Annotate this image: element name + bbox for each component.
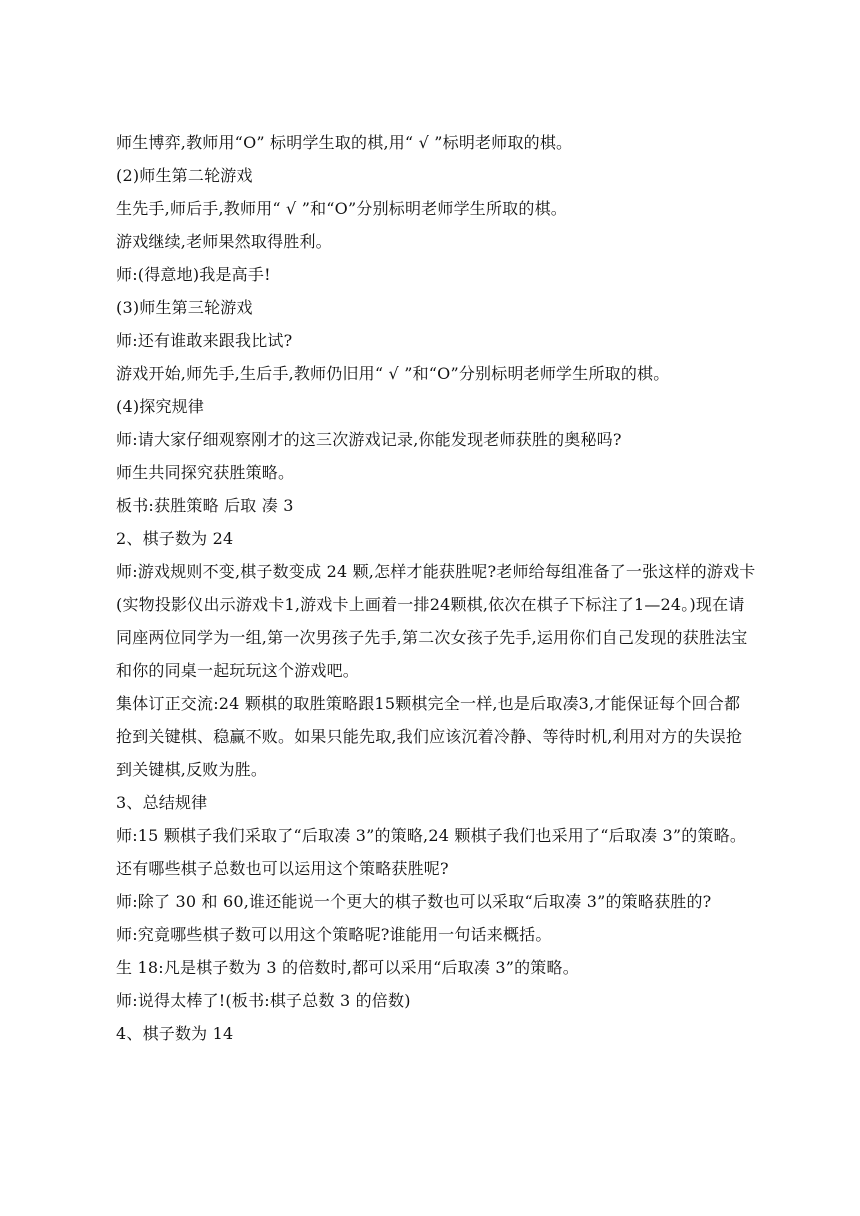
paragraph-19: 师:究竟哪些棋子数可以用这个策略呢?谁能用一句话来概括。: [116, 925, 552, 944]
paragraph-3: 生先手,师后手,教师用“ √ ”和“O”分别标明老师学生所取的棋。: [116, 199, 567, 218]
paragraph-22: 4、棋子数为 14: [116, 1024, 234, 1043]
paragraph-20: 生 18:凡是棋子数为 3 的倍数时,都可以采用“后取凑 3”的策略。: [116, 958, 579, 977]
document-body: [116, 126, 756, 1050]
paragraph-15: 集体订正交流:24 颗棋的取胜策略跟15颗棋完全一样,也是后取凑3,才能保证每个回合都抢到关键棋、稳赢不败。如果只能先取,我们应该沉着冷静、等待时机,利用对方的失误抢到关键棋,反败为胜。: [116, 694, 743, 779]
paragraph-13: 2、棋子数为 24: [116, 529, 234, 548]
paragraph-1: 师生博弈,教师用“O” 标明学生取的棋,用“ √ ”标明老师取的棋。: [116, 133, 573, 152]
paragraph-14: 师:游戏规则不变,棋子数变成 24 颗,怎样才能获胜呢?老师给每组准备了一张这样的游戏卡(实物投影仪出示游戏卡1,游戏卡上画着一排24颗棋,依次在棋子下标注了1—24。)现在请同座两位同学为一组,第一次男孩子先手,第二次女孩子先手,运用你们自己发现的获胜法宝和你的同桌一起玩玩这个游戏吧。: [116, 562, 756, 680]
paragraph-21: 师:说得太棒了!(板书:棋子总数 3 的倍数): [116, 991, 411, 1010]
paragraph-18: 师:除了 30 和 60,谁还能说一个更大的棋子数也可以采取“后取凑 3”的策略获胜的?: [116, 892, 712, 911]
paragraph-17: 师:15 颗棋子我们采取了“后取凑 3”的策略,24 颗棋子我们也采用了“后取凑 3”的策略。还有哪些棋子总数也可以运用这个策略获胜呢?: [116, 826, 747, 878]
paragraph-4: 游戏继续,老师果然取得胜利。: [116, 232, 332, 251]
paragraph-12: 板书:获胜策略 后取 凑 3: [116, 496, 294, 515]
paragraph-6: (3)师生第三轮游戏: [116, 298, 253, 317]
paragraph-10: 师:请大家仔细观察刚才的这三次游戏记录,你能发现老师获胜的奥秘吗?: [116, 430, 622, 449]
paragraph-9: (4)探究规律: [116, 397, 205, 416]
paragraph-7: 师:还有谁敢来跟我比试?: [116, 331, 293, 350]
paragraph-2: (2)师生第二轮游戏: [116, 166, 253, 185]
paragraph-11: 师生共同探究获胜策略。: [116, 463, 295, 482]
paragraph-5: 师:(得意地)我是高手!: [116, 265, 271, 284]
paragraph-8: 游戏开始,师先手,生后手,教师仍旧用“ √ ”和“O”分别标明老师学生所取的棋。: [116, 364, 670, 383]
paragraph-16: 3、总结规律: [116, 793, 208, 812]
